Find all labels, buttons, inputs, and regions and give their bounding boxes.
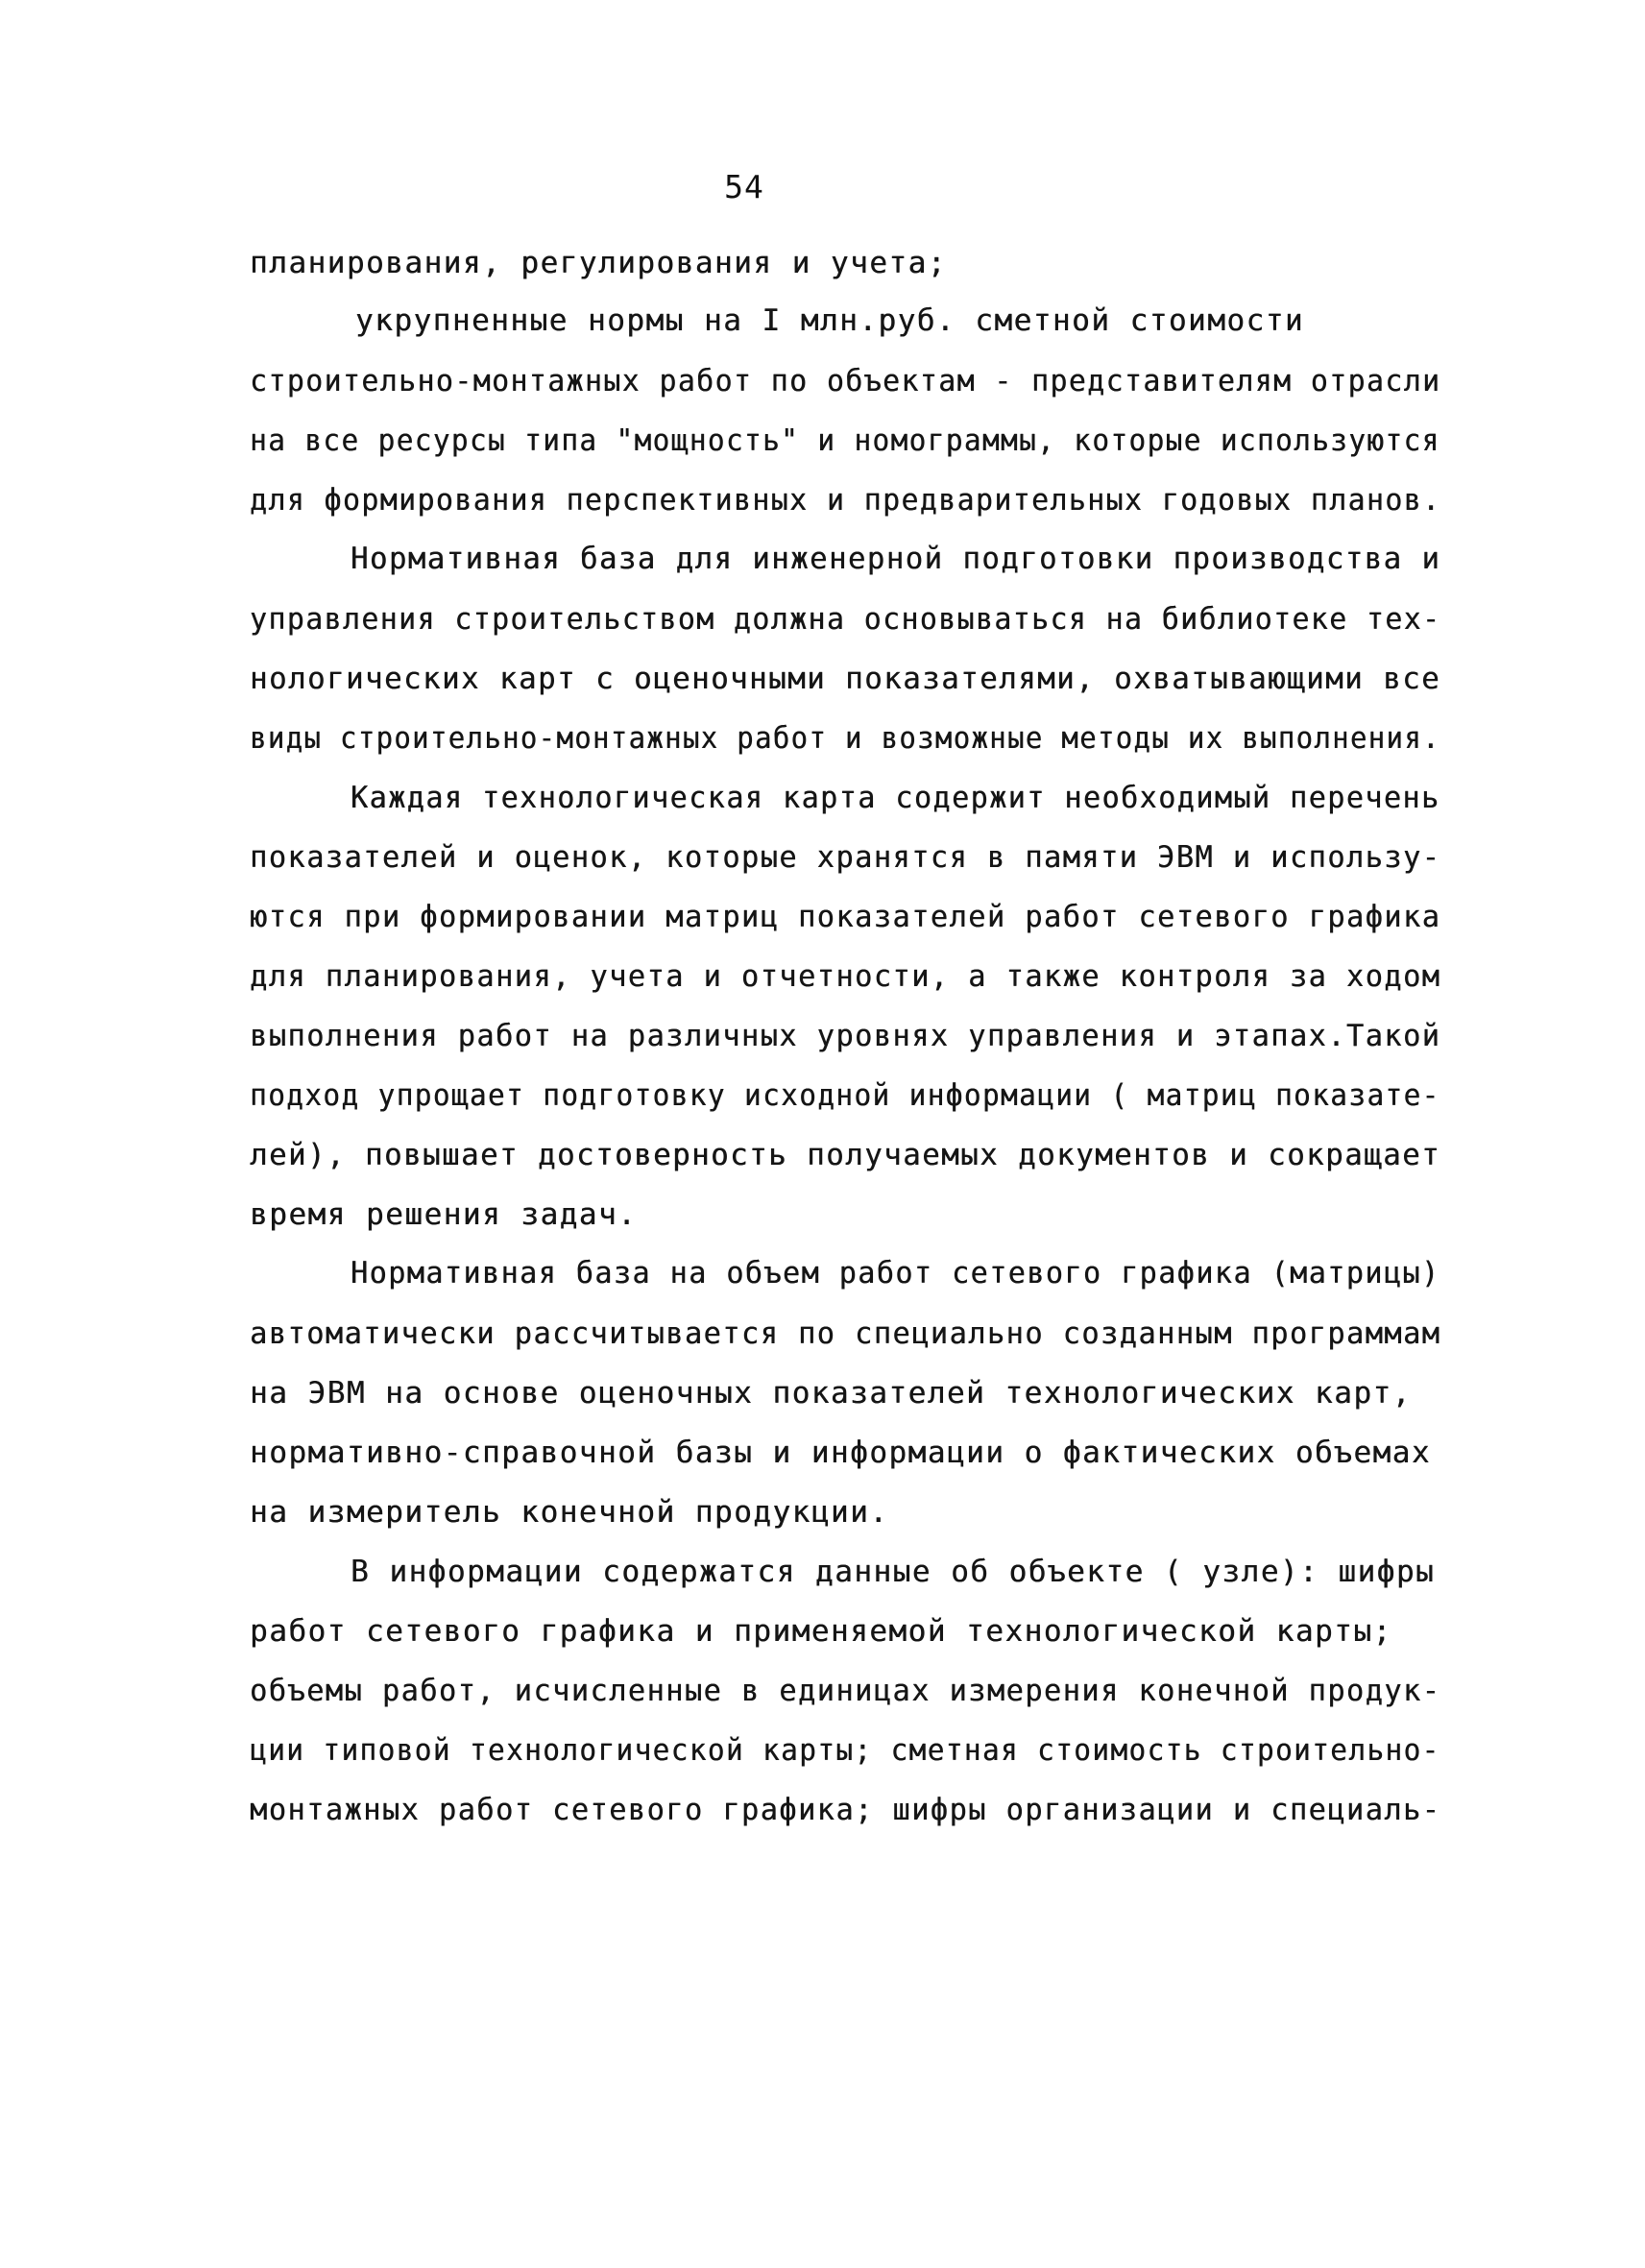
text-line: на ЭВМ на основе оценочных показателей технологических карт, [250,1376,1412,1411]
text-line: лей), повышает достоверность получаемых документов и сокращает [250,1138,1441,1172]
page-number: 54 [724,168,764,205]
text-line: нормативно-справочной базы и информации о фактических объемах [250,1436,1431,1470]
text-line: работ сетевого графика и применяемой технологической карты; [250,1614,1392,1649]
text-line: подход упрощает подготовку исходной информации ( матриц показате- [250,1078,1440,1113]
text-line: выполнения работ на различных уровнях управления и этапах.Такой [250,1019,1441,1053]
text-line: на все ресурсы типа "мощность" и номограммы, которые используются [250,423,1440,458]
text-line: показателей и оценок, которые хранятся в памяти ЭВМ и использу- [250,840,1441,875]
text-line: планирования, регулирования и учета; [250,246,947,280]
text-line: строительно-монтажных работ по объектам - представителям отрасли [250,364,1441,398]
text-line: ции типовой технологической карты; сметная стоимость строительно- [250,1733,1440,1768]
text-line: монтажных работ сетевого графика; шифры организации и специаль- [250,1793,1441,1827]
text-line: Нормативная база для инженерной подготовки производства и [351,542,1441,576]
text-line: виды строительно-монтажных работ и возможные методы их выполнения. [250,721,1440,756]
text-line: объемы работ, исчисленные в единицах измерения конечной продук- [250,1674,1441,1708]
text-line: управления строительством должна основываться на библиотеке тех- [250,602,1441,637]
text-line: на измеритель конечной продукции. [250,1495,889,1530]
text-line: время решения задач. [250,1197,638,1232]
text-line: Нормативная база на объем работ сетевого графика (матрицы) [351,1256,1440,1291]
text-line: Каждая технологическая карта содержит необходимый перечень [351,781,1440,815]
text-line: автоматически рассчитывается по специально созданным программам [250,1316,1441,1351]
text-line: укрупненные нормы на I млн.руб. сметной стоимости [355,303,1305,338]
text-line: нологических карт с оценочными показателями, охватывающими все [250,662,1441,696]
text-line: для формирования перспективных и предварительных годовых планов. [250,483,1441,518]
text-line: для планирования, учета и отчетности, а также контроля за ходом [250,959,1441,994]
text-line: В информации содержатся данные об объекте ( узле): шифры [351,1555,1436,1589]
text-line: ются при формировании матриц показателей работ сетевого графика [250,900,1441,934]
